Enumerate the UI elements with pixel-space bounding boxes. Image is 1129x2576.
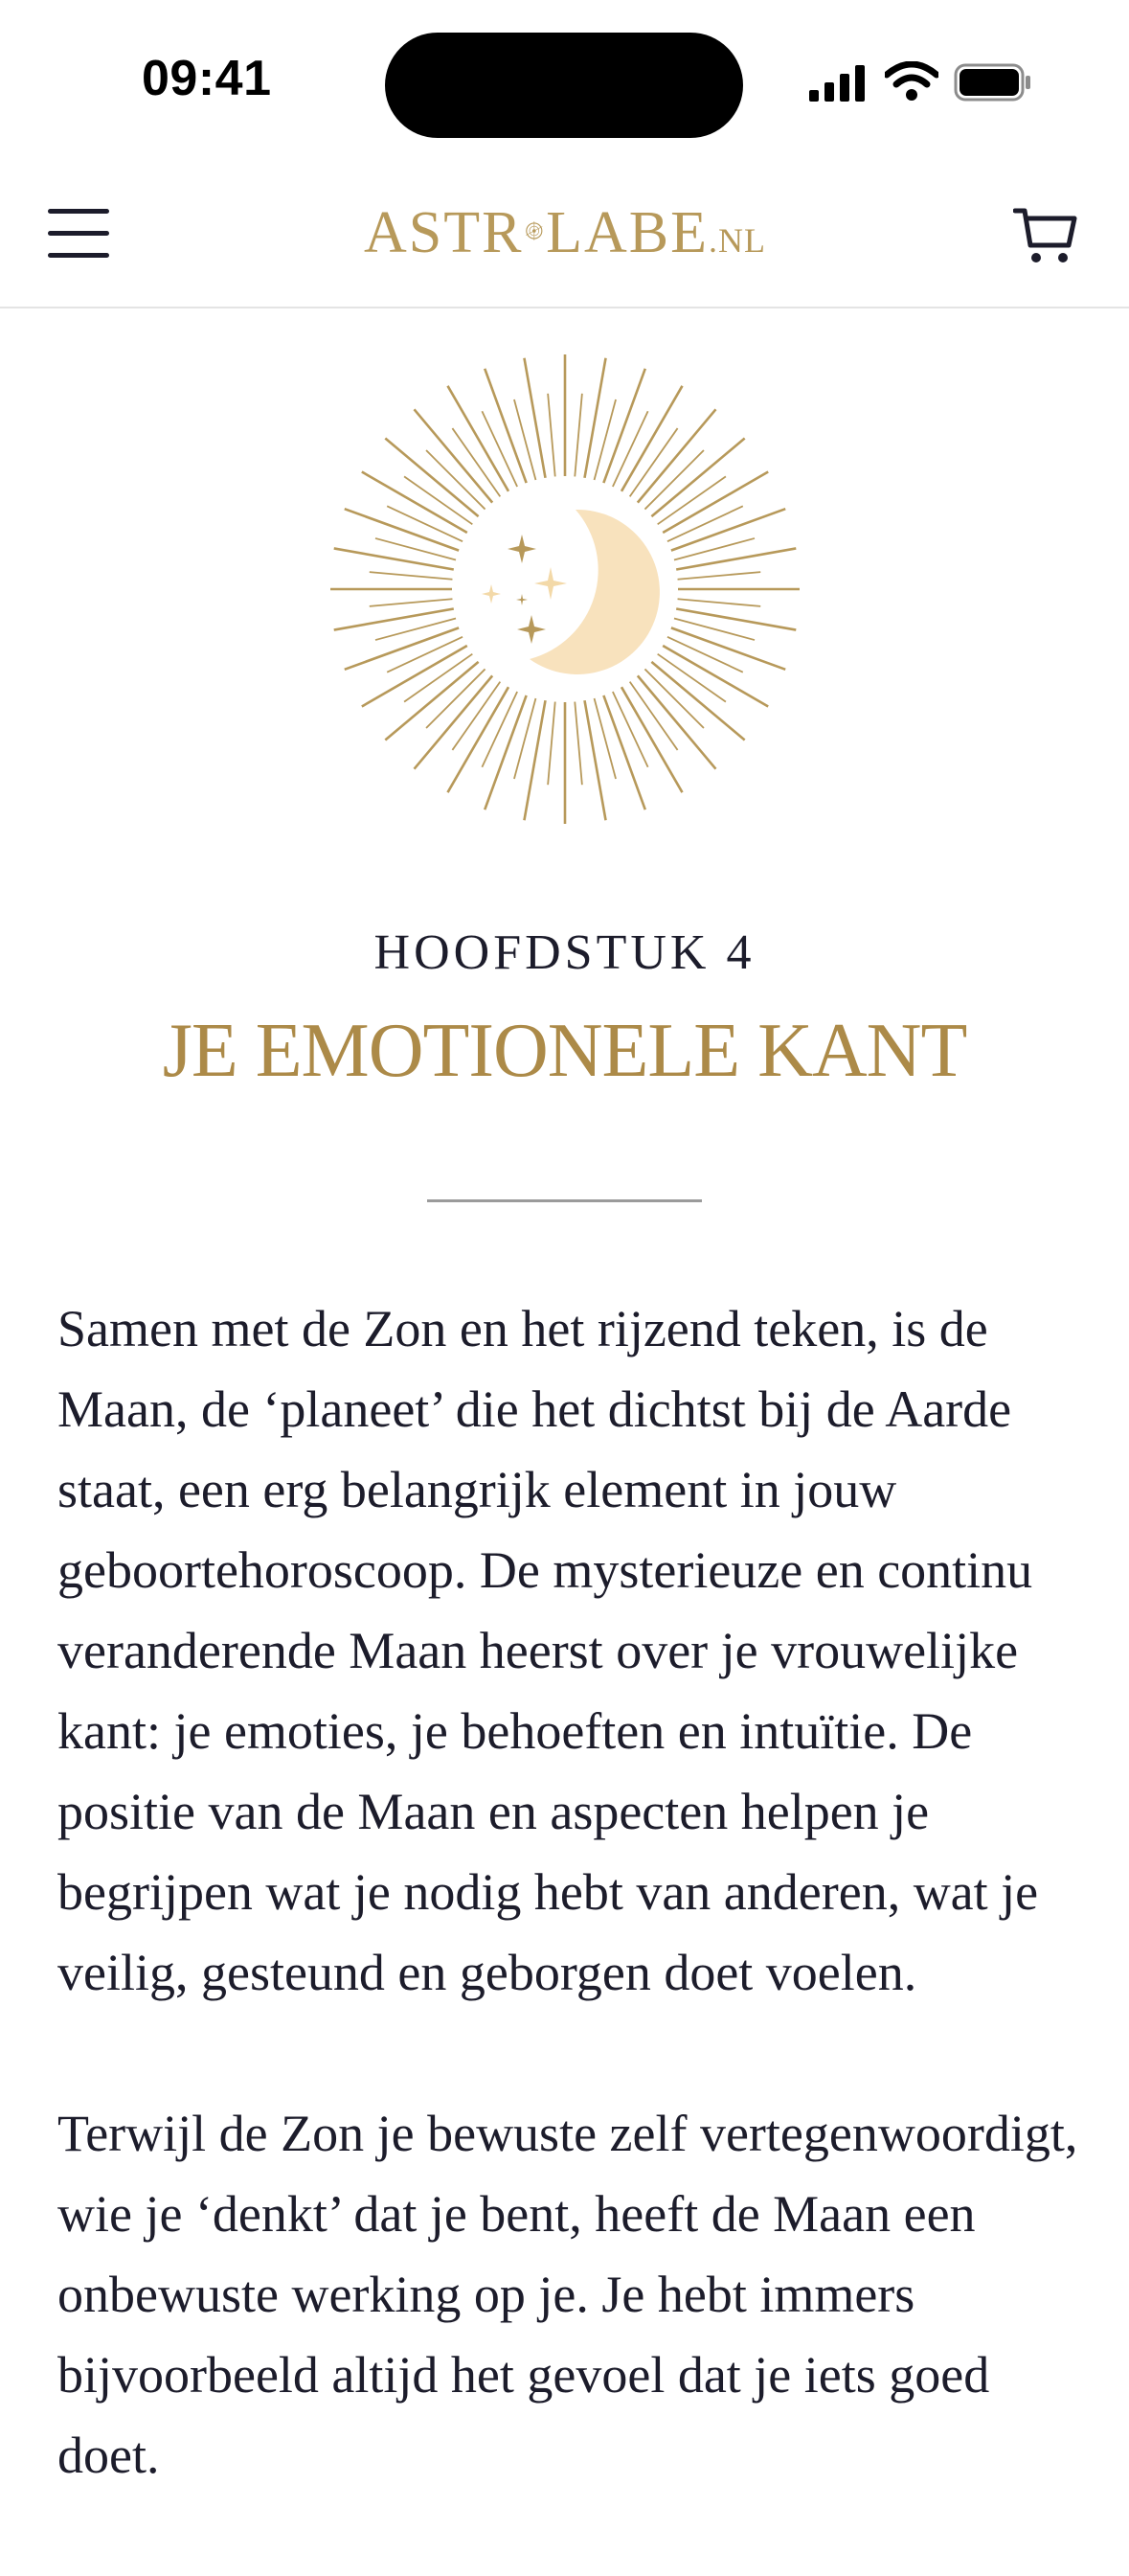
sun-ray [663,472,768,534]
paragraph: Samen met de Zon en het rijzend teken, is de Maan, de ‘planeet’ die het dichtst bij de Aarde staat, een erg belangrijk element in jouw geboortehoroscoop. De mysterieuze en continu veranderende Maan heerst over je vrouwelijke kant: je emoties, je behoeften en intuïtie. De positie van de Maan en aspecten helpen je begrijpen wat je nodig hebt van anderen, wat je veilig, gesteund en geborgen doet voelen. [57,1300,1039,2001]
sun-ray [370,572,453,580]
astrolabe-o-icon [525,210,544,252]
app-header [0,163,1129,308]
shopping-cart-icon [1013,207,1078,266]
sun-ray [575,394,582,477]
sun-ray [621,386,683,491]
sun-ray [676,548,796,569]
status-time: 09:41 [142,51,272,106]
sun-ray [548,394,555,477]
paragraph: Terwijl de Zon je bewuste zelf vertegenwoordigt, wie je ‘denkt’ dat je bent, heeft de Maan een onbewuste werking op je. Je hebt immers bijvoorbeeld altijd het gevoel dat je iets goed doet. [57,2105,1078,2484]
sun-ray [638,409,716,502]
sun-ray [548,702,555,786]
wifi-icon [885,61,938,102]
sun-ray [524,700,545,820]
sun-ray [345,627,459,669]
sun-ray [678,572,761,580]
battery-icon [954,63,1032,102]
sun-ray [621,687,683,792]
sun-ray [362,472,467,534]
sun-ray [448,687,509,792]
sun-ray [575,702,582,786]
sun-ray [370,599,453,606]
sun-ray [584,358,605,478]
sun-ray [362,646,467,707]
menu-button[interactable] [46,209,113,262]
sun-ray [334,548,454,569]
sun-ray [603,695,644,809]
sun-ray [334,608,454,629]
sun-ray [415,675,493,768]
sun-ray [485,369,526,483]
logo-text-end: LABE [546,200,709,265]
sun-ray [584,700,605,820]
sun-ray [671,509,785,550]
hamburger-menu-icon [46,209,113,258]
cellular-signal-icon [809,65,867,103]
sun-ray [663,646,768,707]
sun-ray [676,608,796,629]
sun-ray [485,695,526,809]
sun-ray [638,675,716,768]
sun-ray [524,358,545,478]
logo-text-start: ASTR [364,200,524,265]
chapter-body [57,1288,1092,2576]
divider [427,1199,702,1202]
sun-moon-emblem-icon [330,354,800,824]
site-logo[interactable] [364,199,766,272]
sun-ray [603,369,644,483]
sun-ray [671,627,785,669]
cart-button[interactable] [1013,207,1078,266]
status-bar [0,0,1129,163]
sun-ray [651,439,744,517]
sun-ray [385,439,478,517]
sun-ray [415,409,493,502]
dynamic-island [385,33,743,138]
sun-ray [651,662,744,741]
chapter-title: JE EMOTIONELE KANT [162,1009,967,1093]
sun-ray [448,386,509,491]
sun-ray [385,662,478,741]
sun-ray [345,509,459,550]
sun-ray [678,599,761,606]
chapter-label: HOOFDSTUK 4 [373,925,756,980]
logo-suffix: .NL [709,221,766,260]
